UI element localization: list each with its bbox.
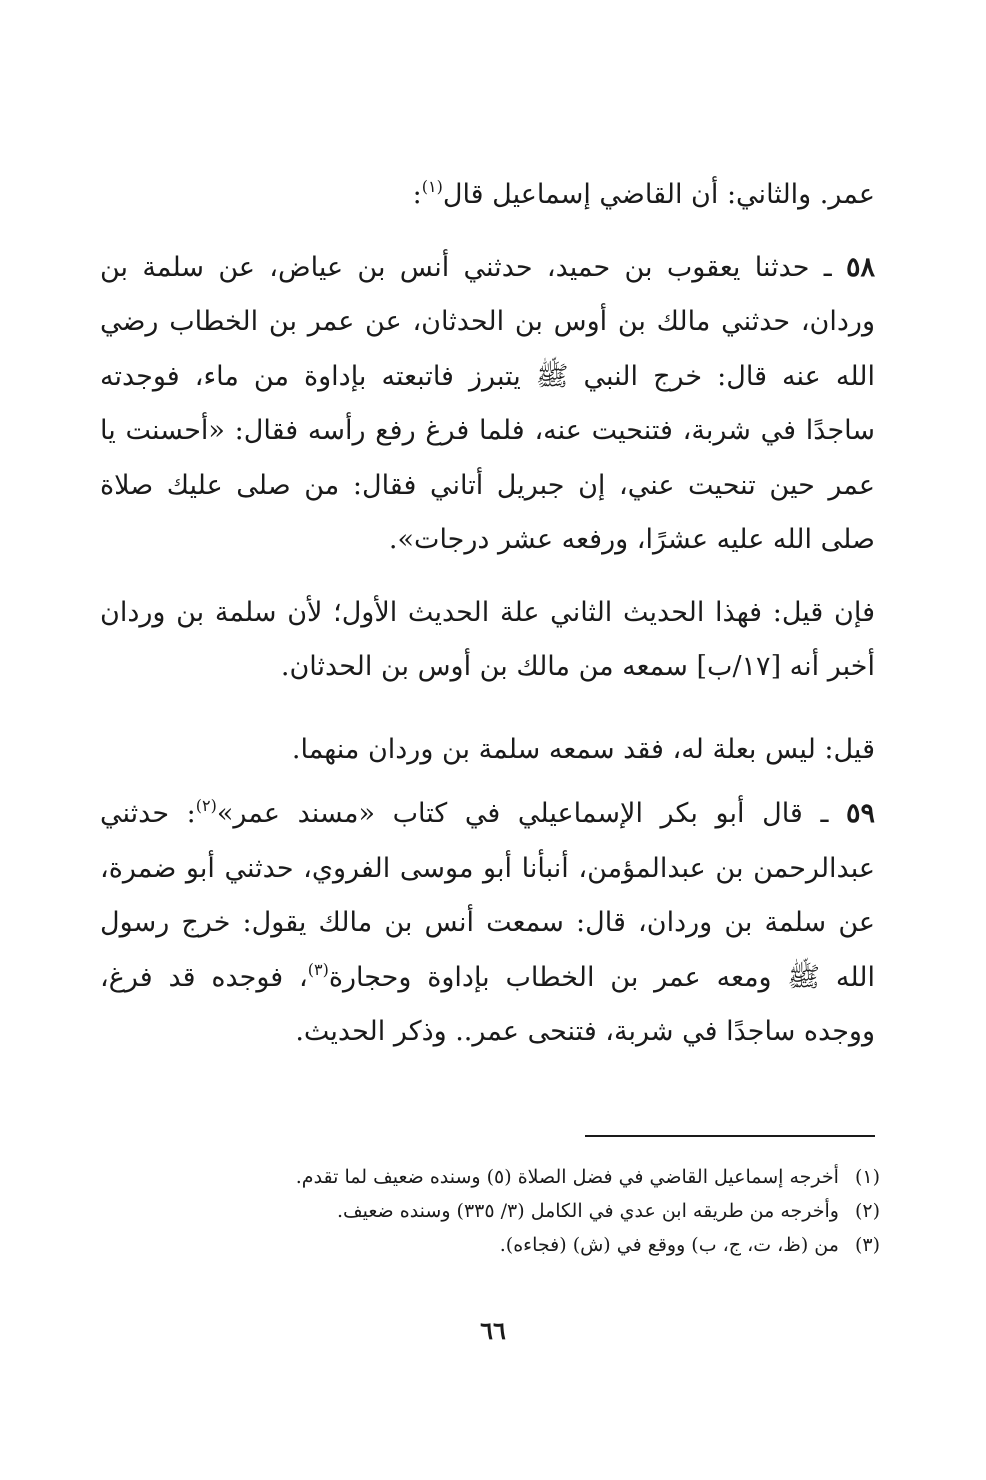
intro-tail: : [412, 179, 422, 210]
footnotes [150, 1160, 880, 1262]
footnote-1-text: أخرجه إسماعيل القاضي في فضل الصلاة (٥) وسنده ضعيف لما تقدم. [295, 1166, 839, 1188]
hadith-58-paragraph [100, 241, 875, 568]
footnote-3-mark: (٣) [854, 1234, 880, 1256]
footnote-ref-3: (٣) [307, 959, 329, 979]
footnote-separator [585, 1135, 875, 1137]
question-paragraph: فإن قيل: فهذا الحديث الثاني علة الحديث الأول؛ لأن سلمة بن وردان أخبر أنه [١٧/ب] سمعه من مالك بن أوس بن الحدثان. [100, 596, 875, 682]
footnote-1 [150, 1160, 880, 1194]
intro-text: عمر. والثاني: أن القاضي إسماعيل قال [442, 179, 875, 210]
main-text [100, 168, 875, 1060]
footnote-3 [150, 1228, 880, 1262]
footnote-1-mark: (١) [854, 1166, 880, 1188]
footnote-ref-1: (١) [421, 177, 443, 196]
footnote-2 [150, 1194, 880, 1228]
page-number: ٦٦ [480, 1316, 506, 1345]
intro-paragraph [100, 168, 875, 223]
hadith-59-text-2: : حدثني عبدالرحمن بن عبدالمؤمن، أنبأنا أبو موسى الفروي، حدثني أبو ضمرة، عن سلمة بن وردان، قال: سمعت أنس بن مالك يقول: خرج رسول الله ﷺ ومعه عمر بن الخطاب بإداوة وحجارة [100, 798, 875, 993]
footnote-3-text: من (ظ، ت، ج، ب) ووقع في (ش) (فجاءه). [499, 1234, 839, 1256]
answer-paragraph: قيل: ليس بعلة له، فقد سمعه سلمة بن وردان منهما. [291, 733, 875, 765]
hadith-59-paragraph [100, 787, 875, 1060]
footnote-ref-2: (٢) [195, 796, 217, 815]
hadith-58-number: ٥٨ [845, 251, 875, 283]
footnote-2-mark: (٢) [854, 1200, 880, 1222]
hadith-59-text-3: ، فوجده قد فرغ، ووجده ساجدًا في شربة، فتنحى عمر.. وذكر الحديث. [100, 961, 875, 1047]
hadith-59-text-1: ـ قال أبو بكر الإسماعيلي في كتاب «مسند عمر» [216, 798, 846, 829]
hadith-58-text: ـ حدثنا يعقوب بن حميد، حدثني أنس بن عياض، عن سلمة بن وردان، حدثني مالك بن أوس بن الحدثان، عن عمر بن الخطاب رضي الله عنه قال: خرج النبي ﷺ يتبرز فاتبعته بإداوة من ماء، فوجدته ساجدًا في شربة، فتنحيت عنه، فلما فرغ رفع رأسه فقال: «أحسنت يا عمر حين تنحيت عني، إن جبريل أتاني فقال: من صلى عليك صلاة صلى الله عليه عشرًا، ورفعه عشر درجات». [100, 251, 875, 555]
hadith-59-number: ٥٩ [845, 798, 875, 829]
footnote-2-text: وأخرجه من طريقه ابن عدي في الكامل (٣/ ٣٣٥) وسنده ضعيف. [336, 1200, 839, 1222]
